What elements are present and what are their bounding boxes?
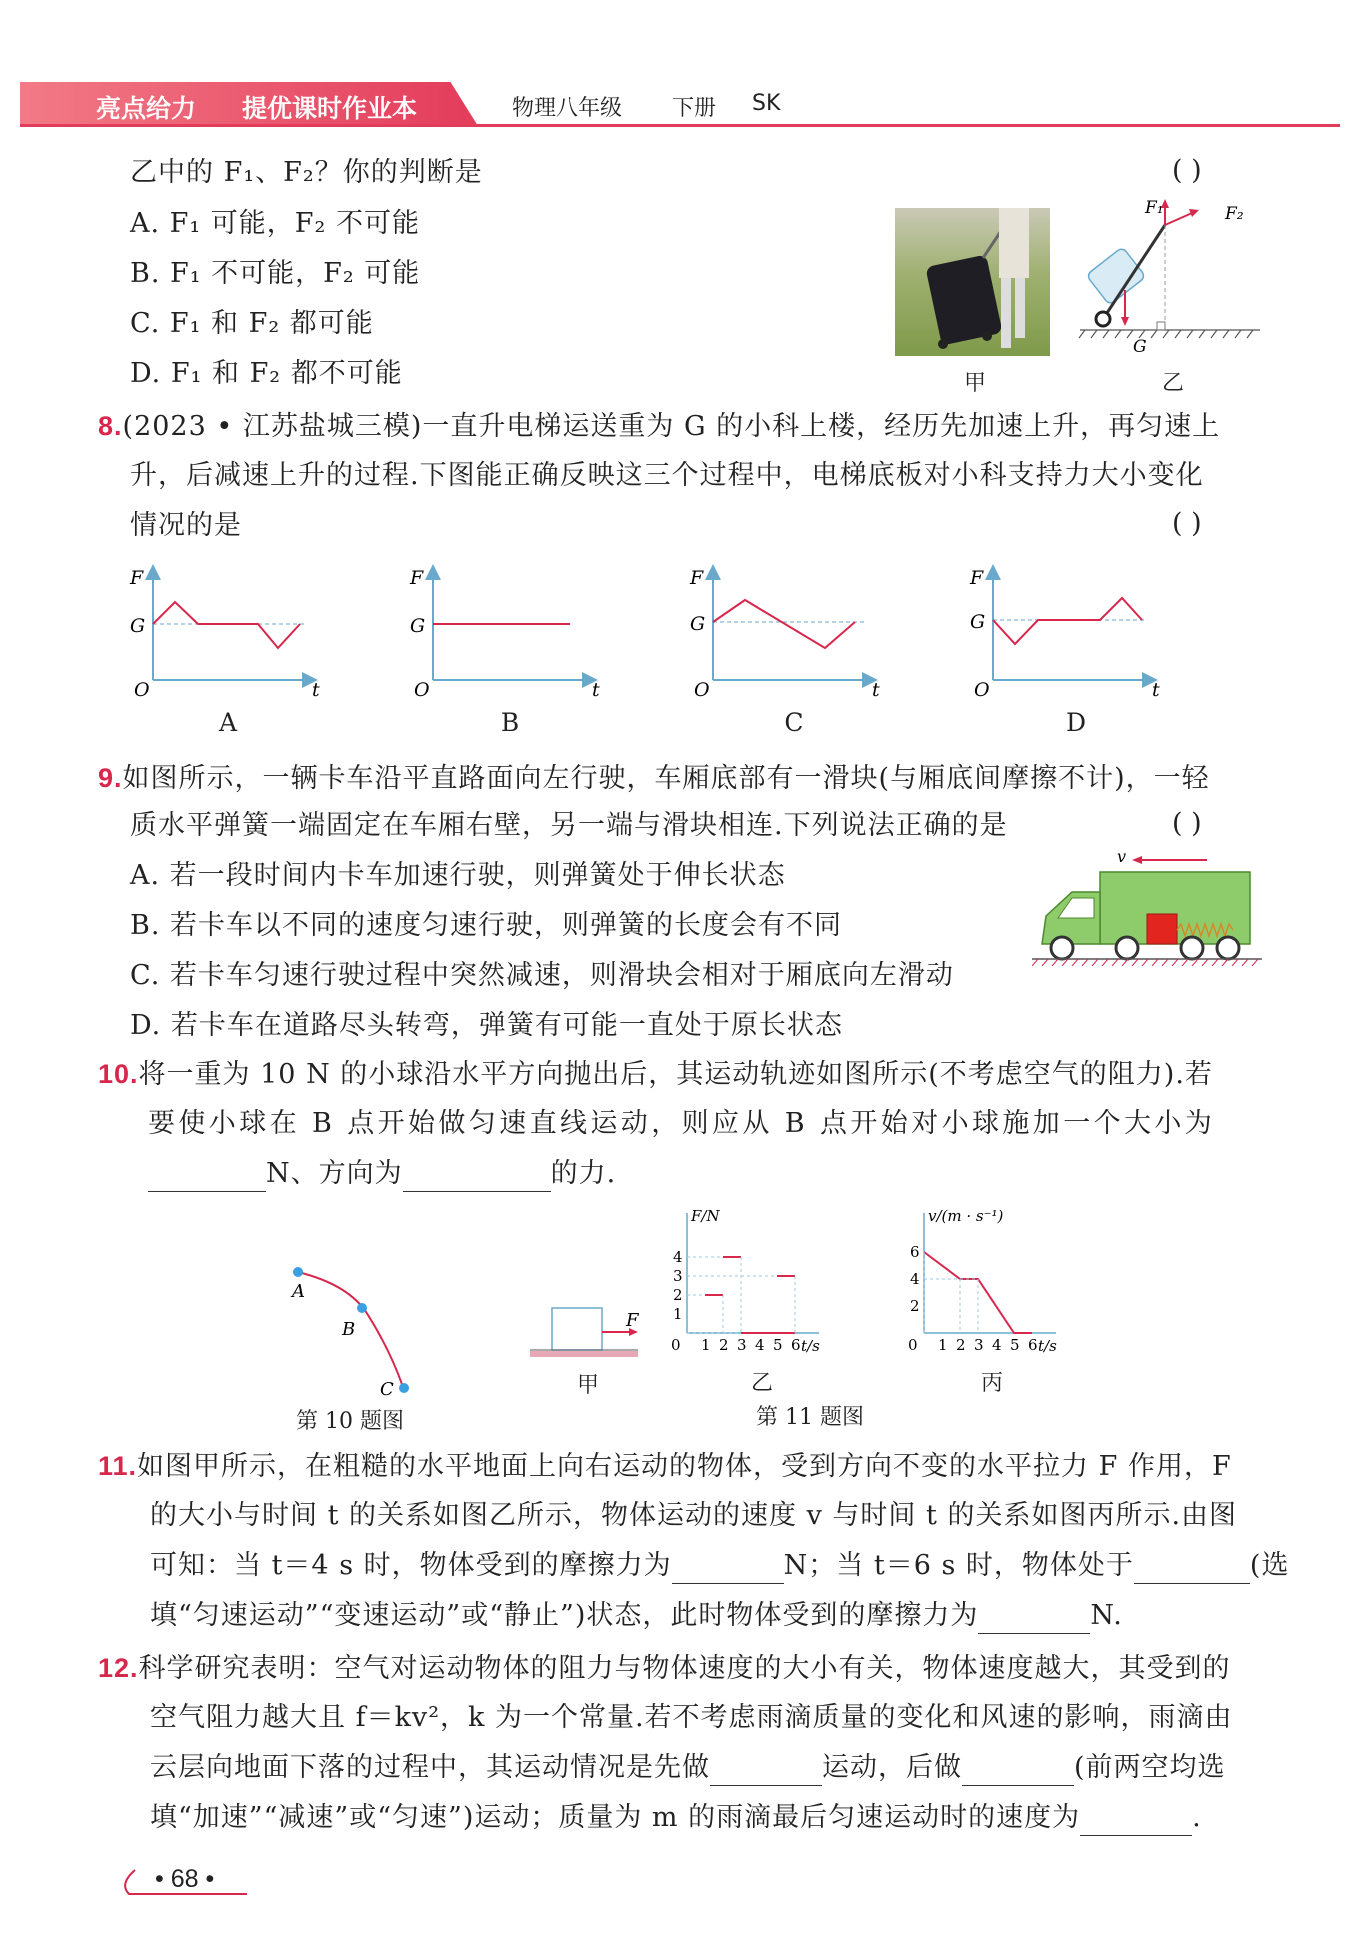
q7-stem: 乙中的 F₁、F₂？你的判断是 (130, 157, 483, 188)
q9-paren: ( ) (1172, 808, 1202, 839)
x-tick-label: 3 (737, 1336, 747, 1354)
q7-option-c: C. F₁ 和 F₂ 都可能 (130, 308, 374, 339)
q10-line-2: 要使小球在 B 点开始做匀速直线运动，则应从 B 点开始对小球施加一个大小为 (148, 1108, 1216, 1139)
x-tick-label: 5 (773, 1336, 783, 1354)
q8-option-c: C (784, 708, 804, 737)
q12-number: 12. (98, 1653, 139, 1683)
x-tick-label: 0 (908, 1336, 918, 1354)
g-label: G (410, 615, 426, 637)
q10-blank-2[interactable] (403, 1163, 551, 1192)
q12-blank-3[interactable] (1080, 1807, 1192, 1836)
q11-text-3b: N；当 t＝6 s 时，物体处于 (783, 1550, 1134, 1581)
q11-text-1: 如图甲所示，在粗糙的水平地面上向右运动的物体，受到方向不变的水平拉力 F 作用，F (137, 1451, 1232, 1482)
y-tick-label: 3 (673, 1267, 683, 1285)
header-subject: 物理八年级 (512, 96, 623, 121)
q12-text-3b: 运动，后做 (822, 1752, 962, 1783)
q11-caption-yi: 乙 (750, 1371, 773, 1396)
q10-trajectory (280, 1255, 430, 1405)
q8-line-2: 升，后减速上升的过程.下图能正确反映这三个过程中，电梯底板对小科支持力大小变化 (130, 460, 1204, 491)
f-label: F (970, 567, 984, 589)
q8-graph-d (969, 567, 1160, 701)
x-tick-label: 6 (1028, 1336, 1038, 1354)
q11-block-diagram (530, 1300, 645, 1360)
o-label: O (694, 679, 710, 701)
page-number: • 68 • (155, 1865, 215, 1893)
q9-option-d: D. 若卡车在道路尽头转弯，弹簧有可能一直处于原长状态 (130, 1010, 843, 1041)
g-label: G (1133, 337, 1147, 357)
q8-graph-b (409, 567, 600, 701)
q9-number: 9. (98, 763, 123, 793)
q8-graph-c (689, 567, 880, 701)
q7-option-a: A. F₁ 可能，F₂ 不可能 (130, 208, 420, 239)
q7-option-d: D. F₁ 和 F₂ 都不可能 (130, 358, 403, 389)
q11-line-2: 的大小与时间 t 的关系如图乙所示，物体运动的速度 v 与时间 t 的关系如图丙所示.由图 (150, 1500, 1238, 1531)
q8-line-3: 情况的是 (130, 510, 242, 541)
x-axis-label: t/s (1038, 1337, 1057, 1355)
g-label: G (690, 613, 706, 635)
q9-line-2: 质水平弹簧一端固定在车厢右壁，另一端与滑块相连.下列说法正确的是 (130, 810, 1008, 841)
q7-option-b: B. F₁ 不可能，F₂ 可能 (130, 258, 421, 289)
q8-graphs (120, 562, 1180, 742)
point-a: A (292, 1281, 305, 1302)
q11-text-3c: (选 (1249, 1550, 1290, 1581)
q9-option-c: C. 若卡车匀速行驶过程中突然减速，则滑块会相对于厢底向左滑动 (130, 960, 954, 991)
q9-text-1: 如图所示，一辆卡车沿平直路面向左行驶，车厢底部有一滑块(与厢底间摩擦不计)，一轻 (122, 763, 1210, 794)
x-tick-label: 6 (791, 1336, 801, 1354)
q11-text-3a: 可知：当 t＝4 s 时，物体受到的摩擦力为 (150, 1550, 672, 1581)
x-tick-label: 1 (938, 1336, 948, 1354)
q8-text-1: (2023 • 江苏盐城三模)一直升电梯运送重为 G 的小科上楼，经历先加速上升，再匀速上 (122, 411, 1221, 442)
q8-option-b: B (500, 708, 520, 737)
f2-label: F₂ (1225, 204, 1244, 224)
y-tick-label: 1 (673, 1305, 683, 1323)
y-axis-label: v/(m · s⁻¹) (928, 1207, 1004, 1225)
q11-line-4 (150, 1598, 1123, 1634)
header-brand: 亮点给力 (96, 94, 197, 123)
q11-line-1 (98, 1448, 1232, 1485)
y-tick-label: 2 (673, 1286, 683, 1304)
y-tick-label: 2 (910, 1297, 920, 1315)
point-c: C (380, 1379, 394, 1400)
q9-option-a: A. 若一段时间内卡车加速行驶，则弹簧处于伸长状态 (130, 860, 786, 891)
f-label: F (130, 567, 144, 589)
q12-line-1 (98, 1650, 1231, 1687)
q12-text-4a: 填“加速”“减速”或“匀速”)运动；质量为 m 的雨滴最后匀速运动时的速度为 (150, 1802, 1081, 1833)
truck-diagram (1032, 848, 1262, 966)
q10-caption: 第 10 题图 (296, 1409, 404, 1434)
y-axis-label: F/N (691, 1207, 720, 1225)
q12-line-3 (150, 1750, 1226, 1786)
q11-text-4b: N. (1090, 1600, 1123, 1631)
luggage-icon (895, 208, 1050, 356)
t-label: t (872, 679, 880, 701)
x-tick-label: 5 (1010, 1336, 1020, 1354)
q8-option-a: A (218, 708, 238, 737)
g-label: G (130, 615, 146, 637)
header-volume: 下册 (672, 96, 717, 121)
q8-paren: ( ) (1172, 508, 1202, 539)
x-tick-label: 4 (755, 1336, 765, 1354)
point-b: B (342, 1319, 356, 1340)
q8-graph-a (129, 567, 320, 701)
q10-text-1: 将一重为 10 N 的小球沿水平方向抛出后，其运动轨迹如图所示(不考虑空气的阻力).若 (138, 1059, 1213, 1090)
q11-blank-2[interactable] (1134, 1555, 1250, 1584)
q12-line-2: 空气阻力越大且 f＝kv²，k 为一个常量.若不考虑雨滴质量的变化和风速的影响，雨滴由 (150, 1702, 1233, 1733)
q7-paren: ( ) (1172, 155, 1202, 186)
q9-line-1 (98, 760, 1210, 797)
x-tick-label: 3 (974, 1336, 984, 1354)
q11-chart-velocity (902, 1205, 1102, 1365)
f1-label: F₁ (1145, 198, 1164, 218)
q12-blank-1[interactable] (710, 1757, 822, 1786)
q8-option-d: D (1065, 708, 1087, 737)
x-tick-label: 2 (956, 1336, 966, 1354)
y-tick-label: 4 (673, 1248, 683, 1266)
f-label: F (690, 567, 704, 589)
q12-text-1: 科学研究表明：空气对运动物体的阻力与物体速度的大小有关，物体速度越大，其受到的 (138, 1653, 1231, 1684)
f-label: F (410, 567, 424, 589)
o-label: O (134, 679, 150, 701)
luggage-force-diagram (1075, 195, 1270, 360)
t-label: t (1152, 679, 1160, 701)
header-edition: SK (752, 91, 781, 116)
luggage-photo (895, 208, 1050, 356)
q7-caption-yi: 乙 (1161, 371, 1184, 396)
q10-line-1 (98, 1056, 1213, 1093)
x-tick-label: 4 (992, 1336, 1002, 1354)
t-label: t (312, 679, 320, 701)
x-tick-label: 2 (719, 1336, 729, 1354)
x-axis-label: t/s (801, 1337, 820, 1355)
q12-blank-2[interactable] (962, 1757, 1074, 1786)
q11-line-3 (150, 1548, 1289, 1584)
q11-chart-force (665, 1205, 865, 1365)
x-tick-label: 1 (701, 1336, 711, 1354)
q12-line-4 (150, 1800, 1202, 1836)
q11-blank-1[interactable] (672, 1555, 784, 1584)
q9-option-b: B. 若卡车以不同的速度匀速行驶，则弹簧的长度会有不同 (130, 910, 843, 941)
v-label: v (1117, 848, 1127, 866)
f-arrow-label: F (626, 1310, 639, 1331)
q10-line-3 (148, 1156, 616, 1192)
o-label: O (414, 679, 430, 701)
q10-text-3a: N、方向为 (266, 1158, 403, 1189)
g-label: G (970, 611, 986, 633)
header-book: 提优课时作业本 (242, 94, 418, 123)
y-tick-label: 4 (910, 1270, 920, 1288)
q11-number: 11. (98, 1451, 138, 1481)
q8-number: 8. (98, 411, 123, 441)
q11-text-4a: 填“匀速运动”“变速运动”或“静止”)状态，此时物体受到的摩擦力为 (150, 1600, 979, 1631)
q11-blank-3[interactable] (978, 1605, 1090, 1634)
q10-text-3b: 的力. (550, 1158, 617, 1189)
y-tick-label: 6 (910, 1243, 920, 1261)
q12-text-4b: . (1192, 1802, 1202, 1833)
q12-text-3c: (前两空均选 (1074, 1752, 1226, 1783)
q11-caption-jia: 甲 (576, 1373, 599, 1398)
q11-caption: 第 11 题图 (756, 1405, 864, 1430)
q10-blank-1[interactable] (148, 1163, 266, 1192)
q8-line-1 (98, 408, 1220, 445)
q12-text-3a: 云层向地面下落的过程中，其运动情况是先做 (150, 1752, 710, 1783)
q10-number: 10. (98, 1059, 139, 1089)
o-label: O (974, 679, 990, 701)
x-tick-label: 0 (671, 1336, 681, 1354)
t-label: t (592, 679, 600, 701)
header-rule (20, 124, 1340, 127)
q11-caption-bing: 丙 (980, 1371, 1003, 1396)
q7-caption-jia: 甲 (963, 371, 986, 396)
